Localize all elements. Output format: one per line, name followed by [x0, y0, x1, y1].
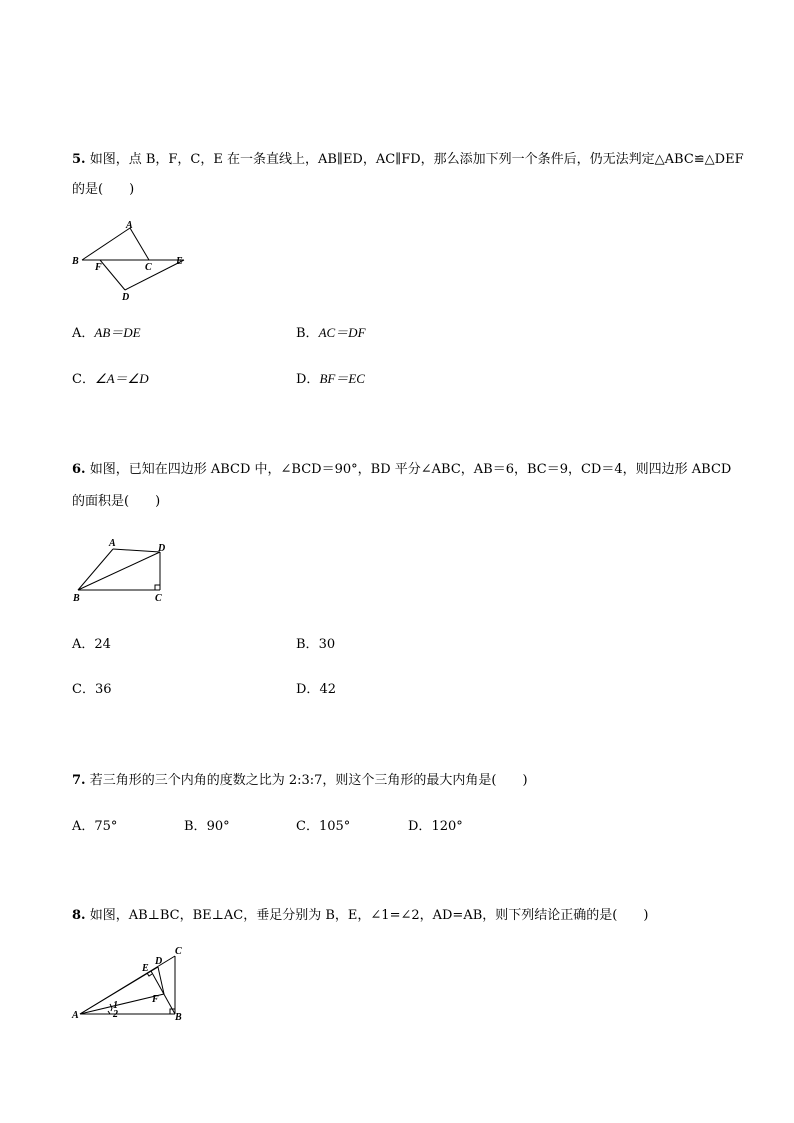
q6-option-d-text: 42 — [319, 682, 336, 697]
q7-option-c[interactable] — [296, 815, 350, 834]
q7-option-d-letter: D． — [408, 819, 432, 834]
q6-option-b-letter: B． — [296, 637, 319, 652]
question-8-number: 8. — [72, 908, 86, 923]
q7-option-d-text: 120° — [431, 819, 463, 834]
fig5-label-f: F — [95, 262, 102, 273]
q7-option-d[interactable] — [408, 815, 463, 834]
q7-option-b[interactable] — [184, 815, 230, 834]
fig8-label-two: 2 — [113, 1009, 118, 1020]
q5-option-c-text: ∠A＝∠D — [94, 371, 149, 386]
q6-option-c[interactable] — [72, 678, 112, 697]
q7-option-b-letter: B． — [184, 819, 207, 834]
q6-option-b-text: 30 — [318, 637, 336, 652]
question-6-stem-line2: 的面积是( ) — [72, 494, 161, 509]
fig6-label-d: D — [158, 543, 166, 554]
fig8-label-e: E — [142, 963, 149, 974]
q5-option-d-letter: D． — [296, 372, 320, 387]
q7-option-c-text: 105° — [318, 819, 351, 834]
question-7-stem-line1 — [72, 769, 528, 788]
question-6-stem-line1 — [72, 458, 731, 477]
fig5-label-a: A — [126, 220, 133, 231]
q7-option-c-letter: C． — [296, 819, 319, 834]
fig8-label-d: D — [155, 956, 163, 967]
q6-option-d-letter: D． — [296, 682, 320, 697]
question-5-figure — [72, 218, 192, 303]
fig6-label-b: B — [73, 593, 80, 604]
question-5-stem-line2: 的是( ) — [72, 182, 135, 197]
fig6-label-a: A — [109, 538, 116, 549]
question-7-number: 7. — [72, 773, 86, 788]
fig5-label-b: B — [72, 256, 79, 267]
q6-option-b[interactable] — [296, 633, 335, 652]
q5-option-d[interactable] — [296, 368, 365, 387]
fig8-label-f: F — [152, 994, 159, 1005]
question-5-stem-line1 — [72, 148, 744, 167]
q7-option-b-text: 90° — [206, 819, 230, 834]
q5-option-b[interactable] — [296, 322, 366, 341]
q6-option-c-letter: C． — [72, 682, 95, 697]
q6-option-a-letter: A． — [72, 637, 95, 652]
question-8-stem-line1 — [72, 904, 648, 923]
q6-option-d[interactable] — [296, 678, 336, 697]
q6-option-c-text: 36 — [94, 682, 112, 697]
q5-option-b-text: AC＝DF — [318, 325, 366, 340]
fig5-label-e: E — [176, 256, 183, 267]
q5-option-d-text: BF＝EC — [319, 371, 365, 386]
fig6-label-c: C — [155, 593, 162, 604]
question-6-text: 如图，已知在四边形 ABCD 中，∠BCD＝90°，BD 平分∠ABC，AB＝6，BC＝9，CD＝4，则四边形 ABCD — [89, 462, 732, 477]
q6-option-a-text: 24 — [94, 637, 111, 652]
question-6-figure — [72, 535, 182, 605]
question-7-text: 若三角形的三个内角的度数之比为 2:3:7，则这个三角形的最大内角是( ) — [89, 773, 528, 788]
question-8-text: 如图，AB⊥BC，BE⊥AC，垂足分别为 B，E，∠1=∠2，AD=AB，则下列结论正确的是( ) — [89, 908, 649, 923]
q7-option-a-letter: A． — [72, 819, 95, 834]
q5-option-a[interactable] — [72, 322, 141, 341]
fig8-label-b: B — [175, 1012, 182, 1023]
fig5-label-c: C — [145, 262, 152, 273]
q5-option-b-letter: B． — [296, 326, 319, 341]
fig5-label-d: D — [122, 292, 130, 303]
question-8-figure — [72, 944, 192, 1024]
question-5-text: 如图，点 B，F，C，E 在一条直线上，AB∥ED，AC∥FD，那么添加下列一个条件后，仍无法判定△ABC≌△DEF — [89, 152, 744, 167]
q5-option-c-letter: C． — [72, 372, 95, 387]
question-5-number: 5. — [72, 152, 86, 167]
fig8-label-c: C — [175, 946, 182, 957]
q5-option-c[interactable] — [72, 368, 149, 387]
fig8-label-a: A — [72, 1010, 79, 1021]
q7-option-a-text: 75° — [94, 819, 118, 834]
q5-option-a-letter: A． — [72, 326, 95, 341]
q5-option-a-text: AB＝DE — [94, 325, 141, 340]
q7-option-a[interactable] — [72, 815, 117, 834]
q6-option-a[interactable] — [72, 633, 111, 652]
question-6-number: 6. — [72, 462, 86, 477]
fig8-label-one: 1 — [113, 1000, 118, 1011]
